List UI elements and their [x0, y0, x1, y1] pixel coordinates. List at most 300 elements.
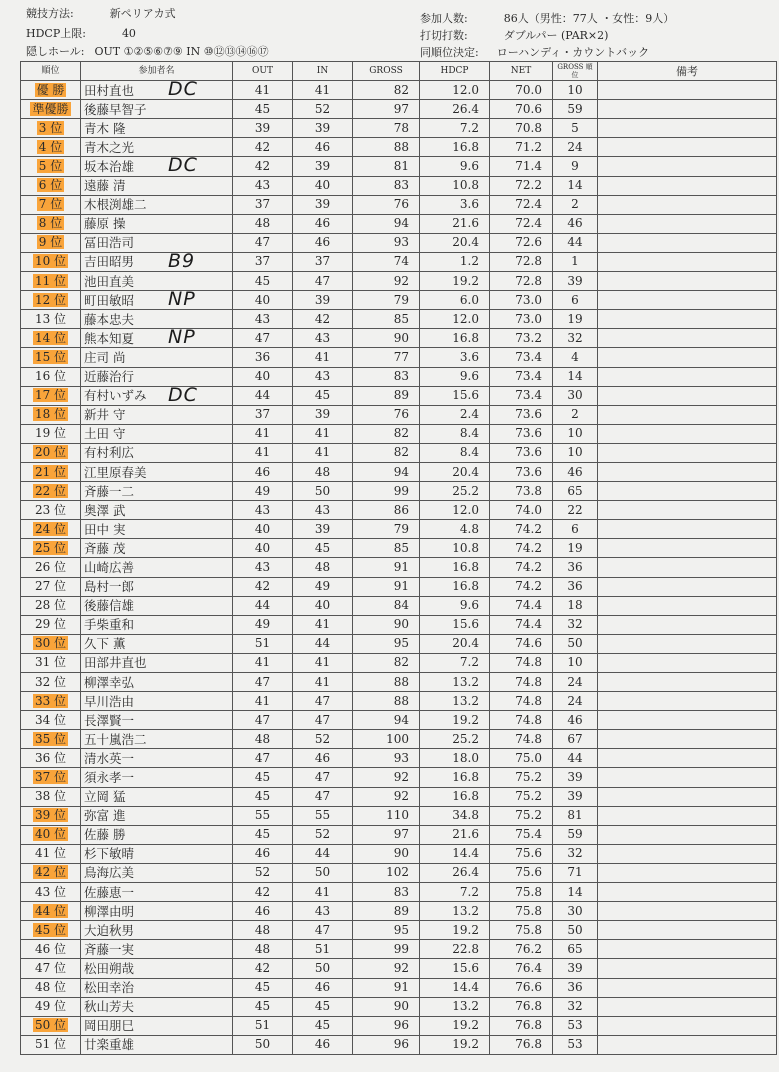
handwritten-note: DC [168, 154, 198, 177]
rank-cell [21, 978, 81, 997]
hdcp-cell: 7.2 [420, 653, 490, 672]
net-cell: 72.8 [490, 252, 553, 271]
net-cell: 73.4 [490, 348, 553, 367]
in-cell: 47 [293, 692, 353, 711]
gross-rank-cell: 65 [553, 482, 598, 501]
player-name-cell: 池田直美 [81, 272, 233, 291]
net-cell: 76.8 [490, 997, 553, 1016]
table-row [21, 443, 777, 462]
gross-rank-cell: 36 [553, 577, 598, 596]
in-cell: 46 [293, 978, 353, 997]
rank-cell [21, 787, 81, 806]
in-cell: 47 [293, 768, 353, 787]
net-cell: 74.2 [490, 558, 553, 577]
player-name-cell: 後藤早智子 [81, 100, 233, 119]
hdcp-cell: 9.6 [420, 596, 490, 615]
table-row [21, 462, 777, 481]
hdcp-cell: 8.4 [420, 424, 490, 443]
hdcp-cell: 8.4 [420, 443, 490, 462]
net-cell: 72.4 [490, 214, 553, 233]
remarks-cell [598, 673, 777, 692]
out-cell: 39 [233, 119, 293, 138]
out-cell: 40 [233, 291, 293, 310]
gross-cell: 91 [353, 577, 420, 596]
out-cell: 47 [233, 233, 293, 252]
out-cell: 41 [233, 692, 293, 711]
table-row [21, 711, 777, 730]
rank-cell [21, 329, 81, 348]
rank-cell [21, 940, 81, 959]
out-cell: 47 [233, 673, 293, 692]
rank-cell [21, 291, 81, 310]
player-name-cell: 坂本治雄 [81, 157, 233, 176]
hdcp-cell: 21.6 [420, 214, 490, 233]
remarks-cell [598, 883, 777, 902]
header-hidden-holes [26, 43, 269, 59]
rank-label: 23 位 [34, 502, 67, 517]
player-name-cell: 熊本知夏 [81, 329, 233, 348]
player-name-cell: 大迫秋男 [81, 921, 233, 940]
header-participants [420, 10, 674, 26]
table-row [21, 520, 777, 539]
gross-cell: 81 [353, 157, 420, 176]
rank-cell [21, 673, 81, 692]
net-cell: 75.8 [490, 921, 553, 940]
gross-rank-cell: 9 [553, 157, 598, 176]
gross-rank-cell: 50 [553, 634, 598, 653]
gross-cell: 76 [353, 405, 420, 424]
rank-cell [21, 482, 81, 501]
player-name-cell: 田部井直也 [81, 653, 233, 672]
player-name-cell: 近藤治行 [81, 367, 233, 386]
gross-cell: 95 [353, 634, 420, 653]
gross-cell: 82 [353, 81, 420, 100]
hdcp-cell: 26.4 [420, 863, 490, 882]
gross-rank-cell: 71 [553, 863, 598, 882]
rank-label: 32 位 [34, 674, 67, 689]
gross-cell: 90 [353, 997, 420, 1016]
rank-label: 21 位 [34, 464, 67, 479]
gross-rank-cell: 5 [553, 119, 598, 138]
net-cell: 74.2 [490, 577, 553, 596]
gross-cell: 78 [353, 119, 420, 138]
rank-label: 5 位 [38, 159, 63, 174]
table-row [21, 844, 777, 863]
rank-label: 36 位 [34, 750, 67, 765]
table-row [21, 940, 777, 959]
remarks-cell [598, 577, 777, 596]
in-cell: 46 [293, 138, 353, 157]
header-hdcp-limit [26, 25, 136, 41]
hdcp-cell: 16.8 [420, 138, 490, 157]
table-row [21, 348, 777, 367]
table-row [21, 252, 777, 271]
out-cell: 45 [233, 787, 293, 806]
gross-rank-cell: 39 [553, 272, 598, 291]
net-cell: 73.6 [490, 405, 553, 424]
out-cell: 43 [233, 176, 293, 195]
table-row [21, 997, 777, 1016]
player-name-cell: 島村一郎 [81, 577, 233, 596]
table-row [21, 100, 777, 119]
rank-cell [21, 119, 81, 138]
header-cutoff [420, 27, 608, 43]
rank-cell [21, 844, 81, 863]
in-cell: 44 [293, 844, 353, 863]
rank-cell [21, 768, 81, 787]
net-cell: 71.2 [490, 138, 553, 157]
player-name-cell: 手柴重和 [81, 615, 233, 634]
gross-cell: 92 [353, 272, 420, 291]
remarks-cell [598, 405, 777, 424]
in-cell: 39 [293, 291, 353, 310]
rank-cell [21, 730, 81, 749]
rank-label: 6 位 [38, 178, 63, 193]
rank-label: 38 位 [34, 789, 67, 804]
gross-rank-cell: 2 [553, 195, 598, 214]
remarks-cell [598, 844, 777, 863]
rank-cell [21, 634, 81, 653]
gross-rank-cell: 81 [553, 806, 598, 825]
table-row [21, 596, 777, 615]
out-cell: 48 [233, 940, 293, 959]
out-cell: 43 [233, 310, 293, 329]
in-cell: 41 [293, 673, 353, 692]
player-name-cell: 山崎広善 [81, 558, 233, 577]
handwritten-note: B9 [168, 249, 196, 272]
rank-label: 20 位 [34, 445, 67, 460]
player-name-cell: 田村直也 [81, 81, 233, 100]
gross-rank-cell: 59 [553, 100, 598, 119]
table-row [21, 138, 777, 157]
gross-cell: 92 [353, 959, 420, 978]
out-cell: 47 [233, 711, 293, 730]
rank-cell [21, 749, 81, 768]
remarks-cell [598, 233, 777, 252]
hdcp-cell: 13.2 [420, 692, 490, 711]
header-label: HDCP上限: [26, 27, 86, 40]
rank-label: 4 位 [38, 139, 63, 154]
rank-cell [21, 272, 81, 291]
player-name-cell: 江里原春美 [81, 462, 233, 481]
player-name-cell: 早川浩由 [81, 692, 233, 711]
rank-label: 優 勝 [36, 82, 65, 97]
net-cell: 76.8 [490, 1016, 553, 1035]
out-cell: 42 [233, 157, 293, 176]
remarks-cell [598, 730, 777, 749]
net-cell: 74.6 [490, 634, 553, 653]
gross-cell: 77 [353, 348, 420, 367]
remarks-cell [598, 176, 777, 195]
handwritten-note: NP [168, 326, 196, 349]
in-cell: 42 [293, 310, 353, 329]
player-name-cell: 有村利広 [81, 443, 233, 462]
hdcp-cell: 25.2 [420, 730, 490, 749]
rank-label: 27 位 [34, 579, 67, 594]
remarks-cell [598, 386, 777, 405]
player-name-cell: 須永孝一 [81, 768, 233, 787]
table-row [21, 749, 777, 768]
remarks-cell [598, 921, 777, 940]
gross-cell: 89 [353, 386, 420, 405]
table-row [21, 81, 777, 100]
col-remarks-header: 備考 [598, 62, 777, 81]
hdcp-cell: 16.8 [420, 768, 490, 787]
rank-cell [21, 653, 81, 672]
remarks-cell [598, 520, 777, 539]
table-row [21, 195, 777, 214]
player-name-cell: 木根渕雄二 [81, 195, 233, 214]
net-cell: 73.6 [490, 462, 553, 481]
gross-rank-cell: 53 [553, 1035, 598, 1054]
rank-label: 50 位 [34, 1018, 67, 1033]
gross-cell: 92 [353, 768, 420, 787]
remarks-cell [598, 692, 777, 711]
handwritten-note: DC [168, 383, 198, 406]
net-cell: 75.6 [490, 863, 553, 882]
gross-rank-cell: 59 [553, 825, 598, 844]
header-tiebreak [420, 44, 649, 60]
rank-label: 7 位 [38, 197, 63, 212]
gross-cell: 94 [353, 711, 420, 730]
in-cell: 41 [293, 883, 353, 902]
rank-label: 34 位 [34, 712, 67, 727]
rank-cell [21, 558, 81, 577]
hdcp-cell: 9.6 [420, 157, 490, 176]
in-cell: 41 [293, 653, 353, 672]
in-cell: 43 [293, 367, 353, 386]
hdcp-cell: 19.2 [420, 1016, 490, 1035]
hdcp-cell: 20.4 [420, 233, 490, 252]
rank-label: 28 位 [34, 598, 67, 613]
out-cell: 40 [233, 367, 293, 386]
hdcp-cell: 34.8 [420, 806, 490, 825]
table-row [21, 634, 777, 653]
hdcp-cell: 16.8 [420, 558, 490, 577]
header-method [26, 5, 176, 21]
table-row [21, 501, 777, 520]
table-row [21, 730, 777, 749]
rank-cell [21, 348, 81, 367]
hdcp-cell: 9.6 [420, 367, 490, 386]
remarks-cell [598, 825, 777, 844]
table-row [21, 577, 777, 596]
in-cell: 50 [293, 959, 353, 978]
gross-cell: 90 [353, 844, 420, 863]
remarks-cell [598, 711, 777, 730]
remarks-cell [598, 653, 777, 672]
table-row [21, 367, 777, 386]
remarks-cell [598, 310, 777, 329]
gross-rank-cell: 18 [553, 596, 598, 615]
remarks-cell [598, 119, 777, 138]
gross-rank-cell: 32 [553, 997, 598, 1016]
gross-rank-cell: 30 [553, 902, 598, 921]
remarks-cell [598, 195, 777, 214]
hdcp-cell: 10.8 [420, 176, 490, 195]
in-cell: 41 [293, 424, 353, 443]
remarks-cell [598, 157, 777, 176]
gross-cell: 86 [353, 501, 420, 520]
gross-rank-cell: 22 [553, 501, 598, 520]
out-cell: 40 [233, 539, 293, 558]
player-name-cell: 町田敏昭 [81, 291, 233, 310]
in-cell: 51 [293, 940, 353, 959]
remarks-cell [598, 787, 777, 806]
out-cell: 43 [233, 501, 293, 520]
table-row [21, 386, 777, 405]
gross-cell: 102 [353, 863, 420, 882]
table-row [21, 1035, 777, 1054]
hdcp-cell: 19.2 [420, 921, 490, 940]
net-cell: 74.4 [490, 615, 553, 634]
hdcp-cell: 16.8 [420, 329, 490, 348]
in-cell: 50 [293, 482, 353, 501]
hdcp-cell: 19.2 [420, 272, 490, 291]
out-cell: 45 [233, 997, 293, 1016]
out-cell: 36 [233, 348, 293, 367]
table-row [21, 233, 777, 252]
gross-cell: 96 [353, 1016, 420, 1035]
remarks-cell [598, 806, 777, 825]
in-cell: 41 [293, 443, 353, 462]
gross-cell: 88 [353, 673, 420, 692]
out-cell: 55 [233, 806, 293, 825]
player-name-cell: 松田朔哉 [81, 959, 233, 978]
player-name-cell: 吉田昭男 [81, 252, 233, 271]
gross-cell: 99 [353, 940, 420, 959]
remarks-cell [598, 615, 777, 634]
player-name-cell: 弥富 進 [81, 806, 233, 825]
header-label: 参加人数: [420, 12, 468, 25]
gross-rank-cell: 14 [553, 883, 598, 902]
gross-cell: 92 [353, 787, 420, 806]
remarks-cell [598, 1016, 777, 1035]
rank-label: 47 位 [34, 960, 67, 975]
in-cell: 40 [293, 596, 353, 615]
remarks-cell [598, 501, 777, 520]
in-cell: 52 [293, 100, 353, 119]
player-name-cell: 遠藤 清 [81, 176, 233, 195]
table-row [21, 424, 777, 443]
gross-rank-cell: 6 [553, 520, 598, 539]
rank-cell [21, 214, 81, 233]
table-row [21, 787, 777, 806]
remarks-cell [598, 596, 777, 615]
out-cell: 44 [233, 386, 293, 405]
gross-cell: 96 [353, 1035, 420, 1054]
in-cell: 43 [293, 501, 353, 520]
player-name-cell: 佐藤恵一 [81, 883, 233, 902]
in-cell: 39 [293, 405, 353, 424]
rank-label: 31 位 [34, 655, 67, 670]
hdcp-cell: 15.6 [420, 615, 490, 634]
gross-cell: 91 [353, 558, 420, 577]
net-cell: 72.2 [490, 176, 553, 195]
out-cell: 51 [233, 1016, 293, 1035]
table-row [21, 825, 777, 844]
gross-cell: 93 [353, 233, 420, 252]
handwritten-note: NP [168, 288, 196, 311]
net-cell: 75.8 [490, 902, 553, 921]
rank-cell [21, 692, 81, 711]
out-cell: 46 [233, 462, 293, 481]
rank-cell [21, 233, 81, 252]
rank-label: 14 位 [34, 330, 67, 345]
out-cell: 43 [233, 558, 293, 577]
table-row [21, 482, 777, 501]
net-cell: 76.8 [490, 1035, 553, 1054]
col-gross-rank-header: GROSS 順位 [553, 62, 598, 81]
gross-cell: 99 [353, 482, 420, 501]
net-cell: 75.0 [490, 749, 553, 768]
remarks-cell [598, 768, 777, 787]
remarks-cell [598, 997, 777, 1016]
rank-cell [21, 863, 81, 882]
in-cell: 50 [293, 863, 353, 882]
player-name-cell: 杉下敏晴 [81, 844, 233, 863]
gross-rank-cell: 4 [553, 348, 598, 367]
hdcp-cell: 22.8 [420, 940, 490, 959]
player-name-cell: 清水英一 [81, 749, 233, 768]
rank-cell [21, 501, 81, 520]
rank-cell [21, 806, 81, 825]
net-cell: 74.8 [490, 653, 553, 672]
out-cell: 45 [233, 978, 293, 997]
hdcp-cell: 20.4 [420, 634, 490, 653]
rank-cell [21, 520, 81, 539]
col-name-header: 参加者名 [81, 62, 233, 81]
out-cell: 40 [233, 520, 293, 539]
player-name-cell: 斉藤 茂 [81, 539, 233, 558]
rank-label: 24 位 [34, 521, 67, 536]
in-cell: 47 [293, 272, 353, 291]
net-cell: 75.2 [490, 806, 553, 825]
rank-cell [21, 310, 81, 329]
header-value: 新ペリアカ式 [109, 7, 176, 20]
player-name-cell: 田中 実 [81, 520, 233, 539]
gross-rank-cell: 46 [553, 214, 598, 233]
rank-label: 25 位 [34, 540, 67, 555]
hdcp-cell: 19.2 [420, 1035, 490, 1054]
table-row [21, 119, 777, 138]
rank-cell [21, 100, 81, 119]
hdcp-cell: 15.6 [420, 386, 490, 405]
in-cell: 48 [293, 462, 353, 481]
hdcp-cell: 13.2 [420, 902, 490, 921]
table-row [21, 291, 777, 310]
player-name-cell: 久下 薫 [81, 634, 233, 653]
net-cell: 70.8 [490, 119, 553, 138]
rank-cell [21, 921, 81, 940]
remarks-cell [598, 252, 777, 271]
rank-label: 26 位 [34, 559, 67, 574]
gross-cell: 88 [353, 692, 420, 711]
gross-cell: 74 [353, 252, 420, 271]
player-name-cell: 柳澤幸弘 [81, 673, 233, 692]
rank-label: 30 位 [34, 636, 67, 651]
out-cell: 45 [233, 768, 293, 787]
rank-cell [21, 1016, 81, 1035]
table-row [21, 673, 777, 692]
gross-rank-cell: 46 [553, 462, 598, 481]
out-cell: 41 [233, 424, 293, 443]
header-label: 競技方法: [26, 7, 74, 20]
gross-cell: 110 [353, 806, 420, 825]
table-row [21, 653, 777, 672]
hdcp-cell: 7.2 [420, 883, 490, 902]
rank-label: 45 位 [34, 922, 67, 937]
